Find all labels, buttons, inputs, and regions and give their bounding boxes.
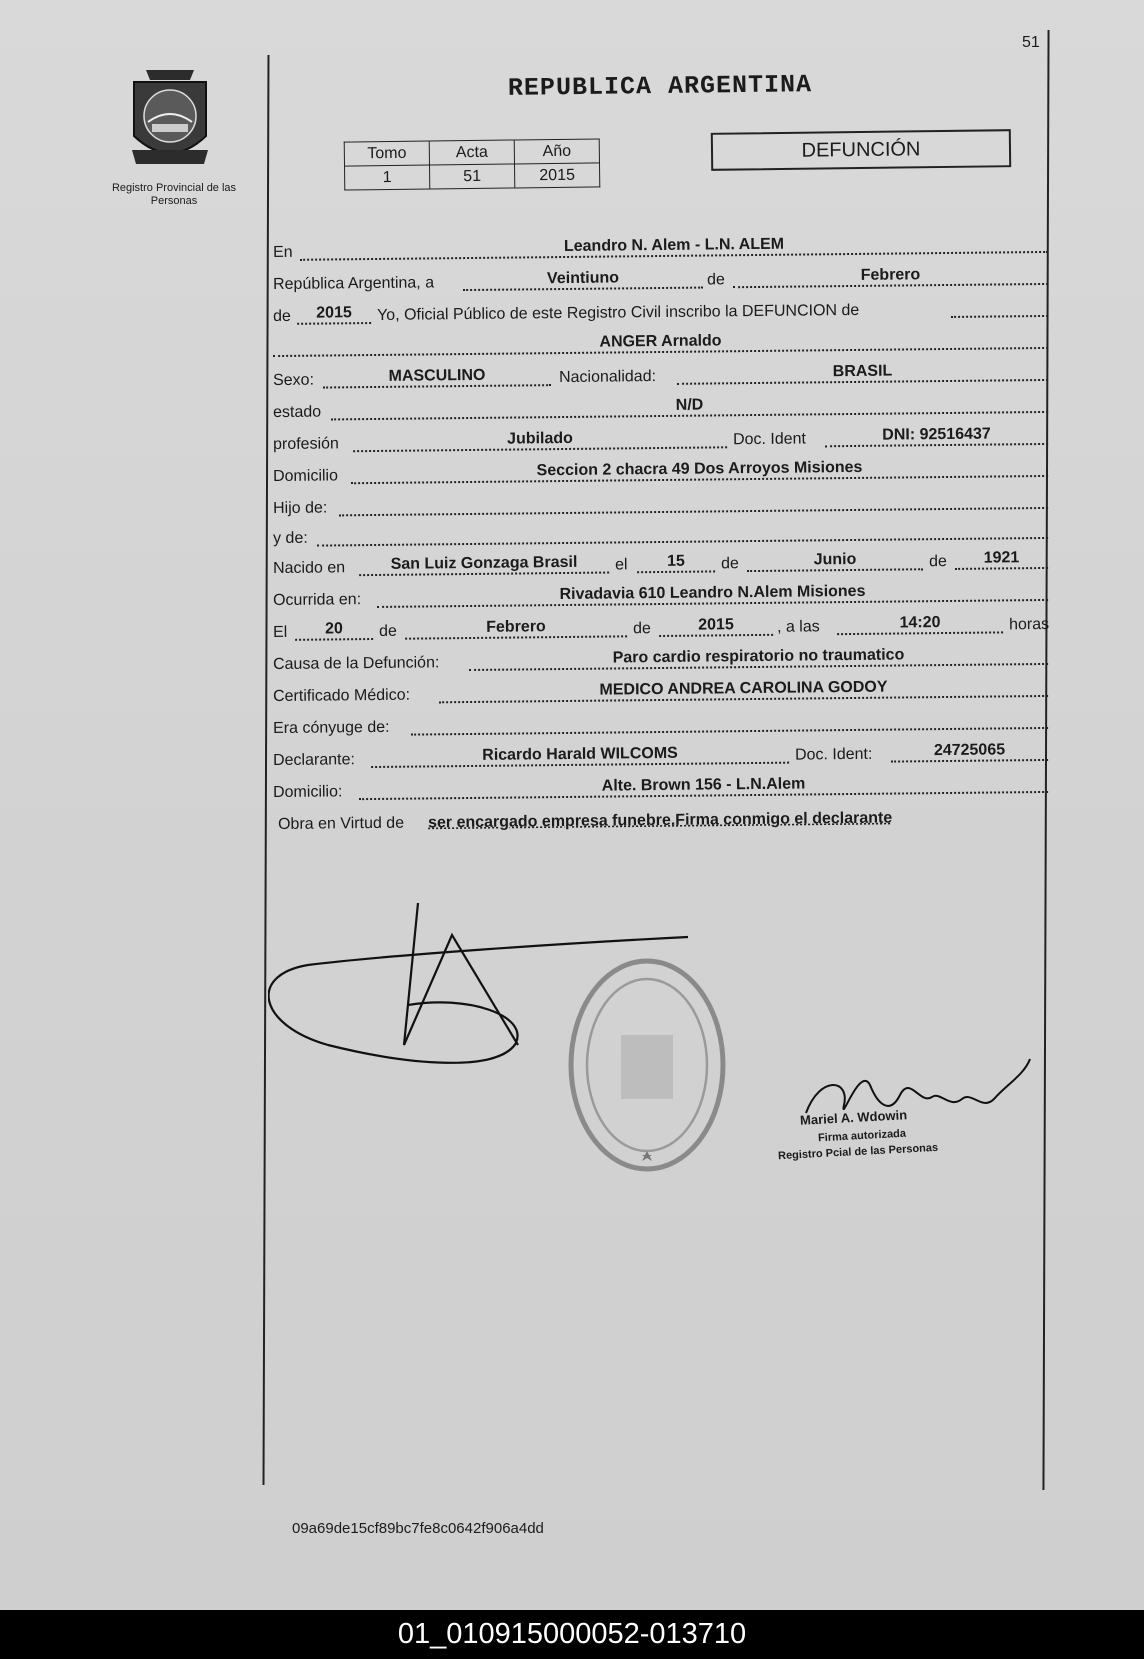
field-def-anio: 2015: [698, 616, 734, 634]
field-nacido-lugar: San Luiz Gonzaga Brasil: [390, 553, 578, 573]
label-conyuge: Era cónyuge de:: [272, 718, 390, 738]
value-tomo: 1: [345, 165, 430, 190]
document-type-box: DEFUNCIÓN: [711, 129, 1011, 171]
label-def-de: de: [378, 622, 397, 640]
field-nacido-anio: 1921: [983, 549, 1020, 567]
field-sexo: MASCULINO: [388, 366, 486, 385]
field-anio: 2015: [316, 304, 352, 322]
label-hijo: Hijo de:: [272, 499, 328, 518]
field-doc: DNI: 92516437: [882, 425, 991, 444]
label-de-mes: de: [706, 271, 725, 289]
label-profesion: profesión: [272, 435, 339, 454]
label-sexo: Sexo:: [272, 371, 315, 390]
label-estado: estado: [272, 403, 322, 422]
field-def-mes: Febrero: [486, 618, 546, 636]
registry-label: Registro Provincial de las Personas: [111, 182, 237, 207]
label-ocurrida: Ocurrida en:: [272, 591, 362, 610]
field-def-dia: 20: [325, 620, 344, 638]
label-horas: horas: [1008, 615, 1050, 634]
label-nacido-de2: de: [928, 553, 947, 571]
footer-id-bar: 01_010915000052-013710: [0, 1610, 1144, 1659]
field-nacionalidad: BRASIL: [832, 362, 893, 381]
field-profesion: Jubilado: [507, 429, 573, 448]
label-decl-doc: Doc. Ident:: [794, 745, 873, 764]
field-decl-domicilio: Alte. Brown 156 - L.N.Alem: [601, 775, 806, 795]
field-estado: N/D: [675, 396, 704, 414]
field-obra: ser encargado empresa funebre.Firma conmigo el declarante: [427, 809, 893, 832]
field-mes: Febrero: [860, 266, 921, 284]
field-nacido-mes: Junio: [813, 550, 857, 569]
field-declarante: Ricardo Harald WILCOMS: [482, 744, 678, 764]
header-anio: Año: [514, 139, 599, 164]
field-certificado: MEDICO ANDREA CAROLINA GODOY: [599, 678, 888, 699]
label-oficial: Yo, Oficial Público de este Registro Civil inscribo la DEFUNCION de: [376, 301, 860, 324]
field-hora: 14:20: [899, 614, 941, 632]
label-declarante: Declarante:: [272, 751, 355, 770]
provincia-misiones-seal-icon: [126, 66, 214, 174]
signatory-registry: Registro Pcial de las Personas: [777, 1141, 939, 1163]
label-nacido: Nacido en: [272, 559, 346, 578]
label-domicilio: Domicilio: [272, 467, 339, 486]
page-number: 51: [1022, 34, 1040, 51]
label-certificado: Certificado Médico:: [272, 686, 411, 706]
label-republica: República Argentina, a: [272, 274, 435, 294]
field-nacido-dia: 15: [667, 552, 685, 570]
header-tomo: Tomo: [344, 141, 429, 166]
label-causa: Causa de la Defunción:: [272, 654, 440, 674]
label-def-de2: de: [632, 620, 651, 638]
field-domicilio: Seccion 2 chacra 49 Dos Arroyos Misiones: [536, 458, 863, 480]
label-nacionalidad: Nacionalidad:: [558, 368, 657, 387]
value-anio: 2015: [514, 163, 599, 188]
field-decl-doc: 24725065: [933, 741, 1006, 760]
label-doc: Doc. Ident: [732, 430, 807, 449]
header-acta: Acta: [429, 140, 514, 165]
label-nacido-de: de: [720, 555, 739, 573]
label-el: el: [614, 556, 628, 574]
label-obra: Obra en Virtud de: [277, 814, 405, 833]
label-alas: , a las: [776, 618, 820, 636]
label-y-de: y de:: [272, 529, 308, 548]
document-hash: 09a69de15cf89bc7fe8c0642f906a4dd: [292, 1520, 544, 1537]
value-acta: 51: [430, 164, 515, 189]
field-causa: Paro cardio respiratorio no traumatico: [612, 646, 905, 667]
document-title: REPUBLICA ARGENTINA: [507, 70, 813, 103]
field-dia: Veintiuno: [546, 269, 620, 288]
field-lugar: Leandro N. Alem - L.N. ALEM: [563, 235, 785, 256]
signatory-role: Firma autorizada: [817, 1127, 907, 1145]
field-nombre: ANGER Arnaldo: [599, 332, 722, 351]
label-decl-domicilio: Domicilio:: [272, 783, 343, 802]
signatory-name: Mariel A. Wdowin: [799, 1107, 908, 1128]
reference-table: [344, 138, 601, 190]
field-ocurrida: Rivadavia 610 Leandro N.Alem Misiones: [559, 582, 866, 604]
label-en: En: [272, 243, 293, 262]
label-el2: El: [272, 623, 288, 642]
official-stamp-icon: [565, 955, 730, 1175]
label-de-anio: de: [272, 307, 291, 326]
